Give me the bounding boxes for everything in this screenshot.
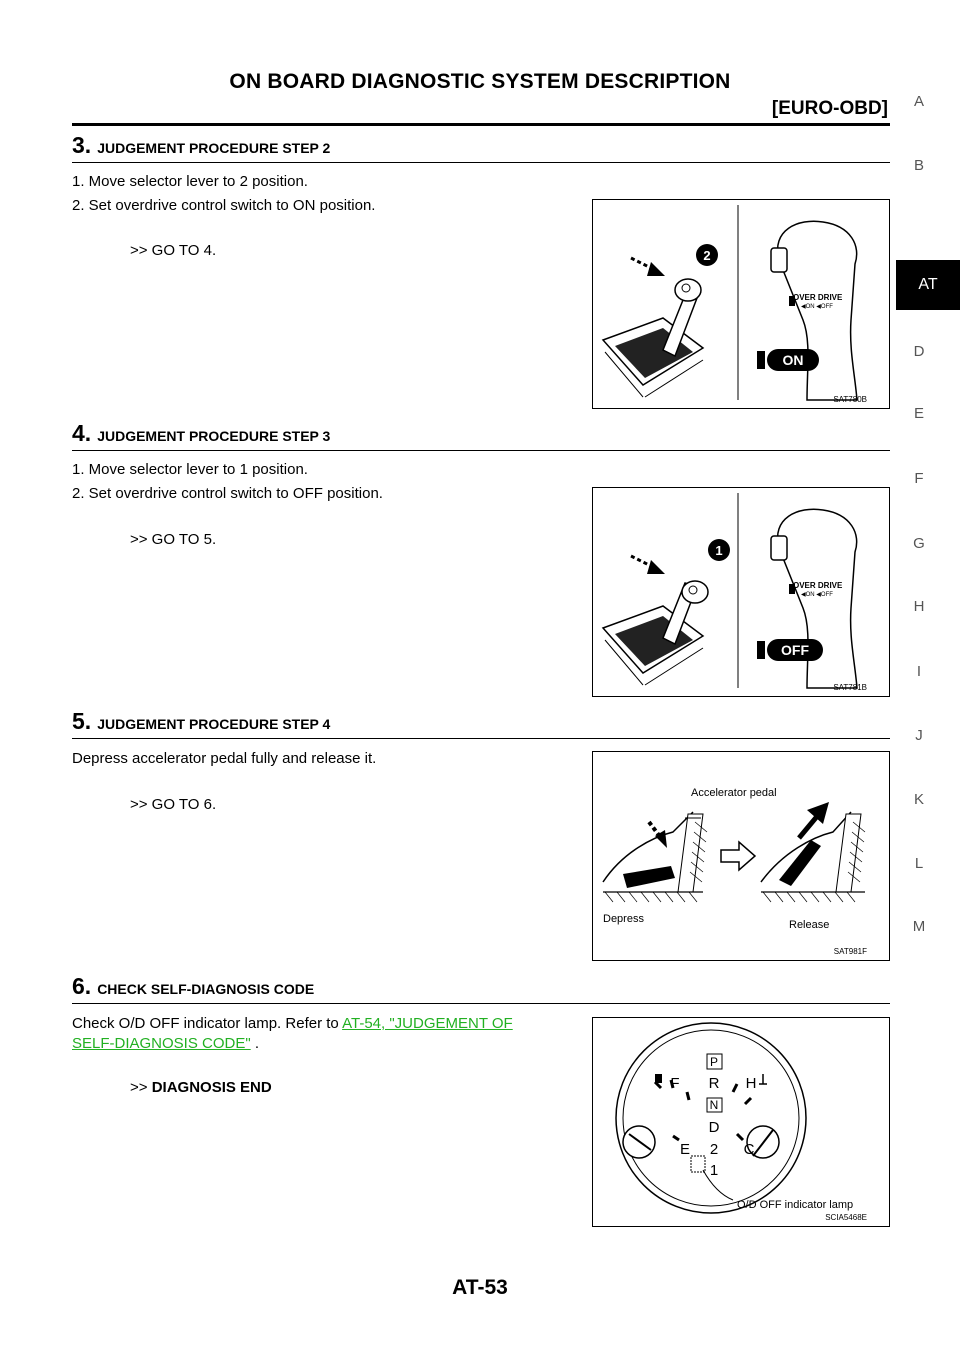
fuel-full: F [670, 1075, 680, 1092]
goto-prefix: >> [130, 1079, 152, 1096]
sidebar-active-at[interactable]: AT [896, 260, 960, 310]
section-number: 5. [72, 708, 92, 734]
body-text-lead: Check O/D OFF indicator lamp. Refer to [72, 1015, 343, 1032]
gauge-illustration [593, 1018, 889, 1226]
page-number: AT-53 [452, 1276, 508, 1299]
figure-code: SAT781B [833, 683, 867, 692]
callout-od-off-lamp: O/D OFF indicator lamp [737, 1199, 854, 1211]
sidebar-letter-g[interactable]: G [913, 535, 925, 552]
figure-code: SAT981F [833, 947, 867, 956]
temp-cold: C [743, 1141, 755, 1158]
switch-label: OVER DRIVE [793, 293, 843, 302]
page-subtitle: [EURO-OBD] [771, 98, 888, 119]
switch-options: ◀ON ◀OFF [801, 592, 833, 598]
sidebar-letter-e[interactable]: E [913, 405, 924, 422]
goto-text: >> GO TO 6. [130, 796, 217, 813]
gear-r: R [708, 1075, 720, 1092]
step-line: 1. Move selector lever to 1 position. [72, 461, 308, 478]
section-number: 4. [72, 420, 92, 446]
figure-scia5468e [592, 1017, 890, 1227]
body-text: Depress accelerator pedal fully and release it. [72, 750, 377, 767]
fuel-pump-icon [655, 1074, 662, 1083]
reference-link-line2[interactable]: SELF-DIAGNOSIS CODE" [72, 1035, 251, 1052]
header-rule [72, 123, 890, 126]
goto-text: >> GO TO 4. [130, 242, 217, 259]
gear-p: P [709, 1055, 719, 1069]
page-title: ON BOARD DIAGNOSTIC SYSTEM DESCRIPTION [229, 70, 731, 93]
figure-sat981f [592, 751, 890, 961]
section-title: CHECK SELF-DIAGNOSIS CODE [97, 981, 315, 997]
gear-2: 2 [709, 1141, 719, 1158]
switch-label: OVER DRIVE [793, 581, 843, 590]
switch-options: ◀ON ◀OFF [801, 304, 833, 310]
goto-text: >> GO TO 5. [130, 531, 217, 548]
sidebar-letter-f[interactable]: F [914, 470, 924, 487]
section-4-heading [72, 420, 890, 447]
sidebar-letter-h[interactable]: H [913, 598, 925, 615]
sidebar-letter-m[interactable]: M [912, 918, 926, 935]
section-rule [72, 738, 890, 739]
section-title: JUDGEMENT PROCEDURE STEP 3 [97, 428, 331, 444]
section-3-heading [72, 132, 890, 159]
state-label: OFF [781, 642, 809, 658]
gear-d: D [708, 1119, 720, 1136]
gear-n: N [709, 1098, 719, 1112]
step-line: 2. Set overdrive control switch to OFF position. [72, 485, 383, 502]
step-line: 2. Set overdrive control switch to ON position. [72, 197, 376, 214]
figure-sat780b [592, 199, 890, 409]
label-accelerator-pedal: Accelerator pedal [691, 787, 777, 799]
section-5-heading [72, 708, 890, 735]
sidebar-letter-j[interactable]: J [915, 727, 923, 744]
fuel-empty: E [679, 1141, 691, 1158]
temp-hot: H [745, 1075, 757, 1092]
section-rule [72, 162, 890, 163]
section-number: 6. [72, 973, 92, 999]
section-number: 3. [72, 132, 92, 158]
lever-off-illustration [593, 488, 889, 696]
figure-code: SAT780B [833, 395, 867, 404]
goto-end: DIAGNOSIS END [151, 1079, 272, 1096]
sidebar-letter-b[interactable]: B [913, 157, 924, 174]
label-depress: Depress [603, 913, 644, 925]
section-rule [72, 450, 890, 451]
reference-link-line1[interactable]: AT-54, "JUDGEMENT OF [342, 1015, 513, 1032]
sidebar-letter-l[interactable]: L [914, 855, 924, 872]
gear-1: 1 [709, 1162, 719, 1179]
section-rule [72, 1003, 890, 1004]
body-text [72, 1014, 584, 1054]
lever-badge: 1 [715, 543, 723, 558]
section-title: JUDGEMENT PROCEDURE STEP 4 [97, 716, 331, 732]
state-label: ON [782, 352, 804, 368]
sidebar-letter-i[interactable]: I [916, 663, 922, 680]
body-text-tail: . [250, 1035, 260, 1052]
sidebar-letter-a[interactable]: A [913, 93, 924, 110]
pedal-illustration [593, 752, 889, 960]
section-6-heading [72, 973, 890, 1000]
label-release: Release [789, 919, 830, 931]
figure-code: SCIA5468E [825, 1213, 867, 1222]
sidebar-letter-d[interactable]: D [913, 343, 925, 360]
figure-sat781b [592, 487, 890, 697]
step-line: 1. Move selector lever to 2 position. [72, 173, 308, 190]
sidebar-letter-k[interactable]: K [913, 791, 924, 808]
lever-on-illustration [593, 200, 889, 408]
lever-badge: 2 [703, 248, 711, 263]
goto-text [130, 1079, 272, 1096]
section-title: JUDGEMENT PROCEDURE STEP 2 [97, 140, 331, 156]
od-off-lamp-icon [691, 1156, 705, 1172]
